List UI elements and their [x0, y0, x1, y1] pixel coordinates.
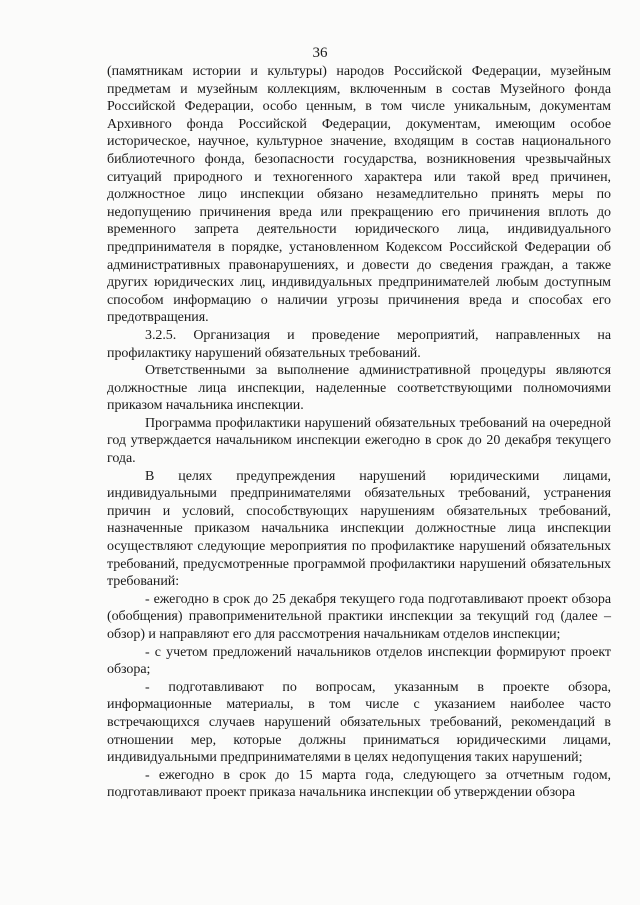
document-body: [107, 63, 611, 802]
paragraph-program: Программа профилактики нарушений обязательных требований на очередной год утверждается начальником инспекции ежегодно в срок до 20 декабря текущего года.: [107, 415, 611, 467]
paragraph-responsible: Ответственными за выполнение административной процедуры являются должностные лица инспекции, наделенные соответствующими полномочиями приказом начальника инспекции.: [107, 363, 611, 414]
paragraph-continuation: (памятникам истории и культуры) народов Российской Федерации, музейным предметам и музейным коллекциям, включенным в состав Музейного фонда Российской Федерации, особо ценным, в том числе уникальным, документам Архивного фонда Российской Федерации, документам, имеющим особое историческое, научное, культурное значение, входящим в состав национального библиотечного фонда, безопасности государства, возникновения чрезвычайных ситуаций природного и техногенного характера или такой вред причинен, должностное лицо инспекции обязано незамедлительно принять меры по недопущению причинения вреда или прекращению его причинения вплоть до временного запрета деятельности юридического лица, индивидуального предпринимателя в порядке, установленном Кодексом Российской Федерации об административных правонарушениях, и довести до сведения граждан, а также других юридических лиц, индивидуальных предпринимателей любым доступным способом информацию о наличии угрозы причинения вреда и способах его предотвращения.: [107, 64, 611, 326]
list-item: - ежегодно в срок до 25 декабря текущего года подготавливают проект обзора (обобщения) правоприменительной практики инспекции за текущий год (далее – обзор) и направляют его для рассмотрения начальникам отделов инспекции;: [107, 591, 611, 642]
list-item: - подготавливают по вопросам, указанным в проекте обзора, информационные материалы, в том числе с указанием наиболее часто встречающихся случаев нарушений обязательных требований, рекомендаций в отношении мер, которые должны приниматься юридическими лицами, индивидуальными предпринимателями в целях недопущения таких нарушений;: [107, 679, 611, 766]
paragraph-prevention: В целях предупреждения нарушений юридическими лицами, индивидуальными предпринимателями обязательных требований, устранения причин и условий, способствующих нарушениям обязательных требований, назначенные приказом начальника инспекции должностные лица инспекции осуществляют следующие мероприятия по профилактике нарушений обязательных требований, предусмотренные программой профилактики нарушений обязательных требований:: [107, 468, 611, 590]
list-item: - с учетом предложений начальников отделов инспекции формируют проект обзора;: [107, 644, 611, 678]
section-heading-3-2-5: 3.2.5. Организация и проведение мероприятий, направленных на профилактику нарушений обязательных требований.: [107, 327, 611, 361]
page-number: 36: [312, 45, 328, 61]
list-item: - ежегодно в срок до 15 марта года, следующего за отчетным годом, подготавливают проект приказа начальника инспекции об утверждении обзора: [107, 767, 611, 801]
